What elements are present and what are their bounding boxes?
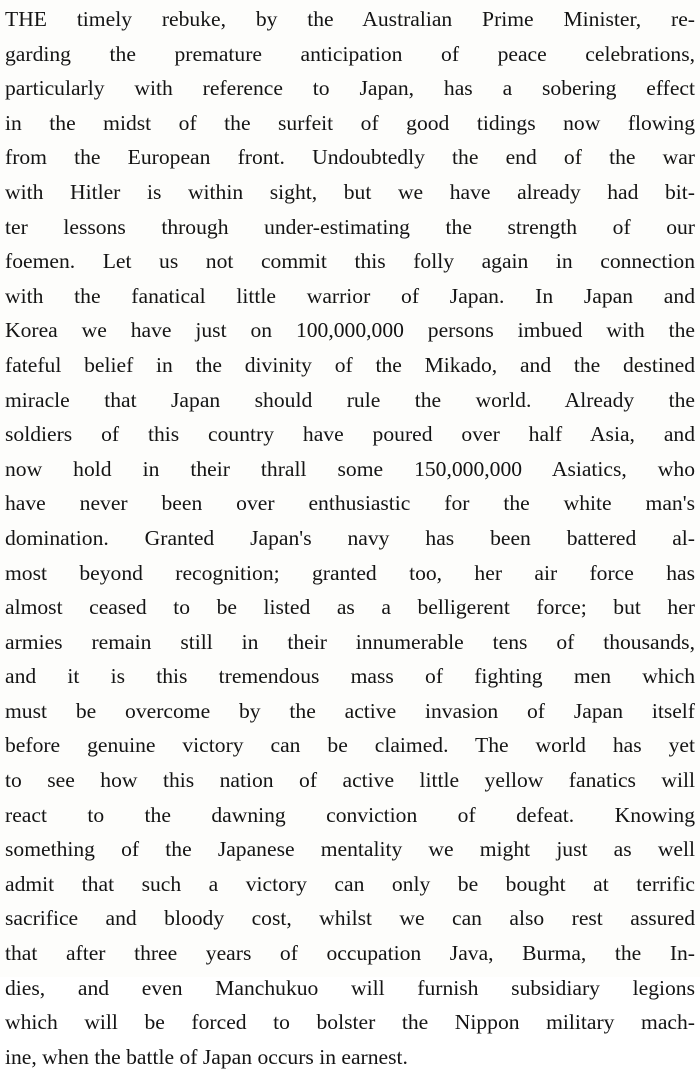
article-line: dies, and even Manchukuo will furnish subsidiary legions [5, 975, 695, 1000]
article-line: domination. Granted Japan's navy has been battered al- [5, 525, 695, 550]
article-line: soldiers of this country have poured over half Asia, and [5, 422, 695, 447]
article-line: now hold in their thrall some 150,000,000 Asiatics, who [5, 456, 695, 481]
article-line: armies remain still in their innumerable tens of thousands, [5, 629, 695, 654]
article-line: ine, when the battle of Japan occurs in earnest. [5, 1044, 408, 1069]
article-line: have never been over enthusiastic for the white man's [5, 491, 695, 516]
article-line: in the midst of the surfeit of good tidings now flowing [5, 110, 695, 135]
article-line: ter lessons through under-estimating the strength of our [5, 214, 695, 239]
article-line: foemen. Let us not commit this folly again in connection [5, 249, 695, 274]
article-line: THE timely rebuke, by the Australian Prime Minister, re- [5, 7, 695, 31]
article-body [5, 2, 695, 1074]
article-line: garding the premature anticipation of peace celebrations, [5, 41, 695, 66]
article-line: fateful belief in the divinity of the Mikado, and the destined [5, 352, 695, 377]
article-line: Korea we have just on 100,000,000 persons imbued with the [5, 318, 695, 343]
article-line: and it is this tremendous mass of fighting men which [5, 664, 695, 689]
article-line: particularly with reference to Japan, has a sobering effect [5, 76, 695, 101]
article-line: before genuine victory can be claimed. The world has yet [5, 733, 695, 758]
article-line: something of the Japanese mentality we might just as well [5, 837, 695, 862]
article-line: sacrifice and bloody cost, whilst we can also rest assured [5, 906, 695, 931]
article-line: react to the dawning conviction of defeat. Knowing [5, 802, 695, 827]
article-line: with the fanatical little warrior of Japan. In Japan and [5, 283, 695, 308]
article-line: most beyond recognition; granted too, her air force has [5, 560, 695, 585]
article-line: miracle that Japan should rule the world. Already the [5, 387, 695, 412]
article-line: must be overcome by the active invasion of Japan itself [5, 698, 695, 723]
article-line: from the European front. Undoubtedly the end of the war [5, 145, 695, 170]
article-line: admit that such a victory can only be bought at terrific [5, 871, 695, 896]
article-line: which will be forced to bolster the Nippon military mach- [5, 1010, 695, 1035]
article-line: almost ceased to be listed as a belligerent force; but her [5, 595, 695, 620]
article-line: to see how this nation of active little yellow fanatics will [5, 768, 695, 793]
article-line: that after three years of occupation Java, Burma, the In- [5, 941, 695, 966]
article-line: with Hitler is within sight, but we have already had bit- [5, 179, 695, 204]
